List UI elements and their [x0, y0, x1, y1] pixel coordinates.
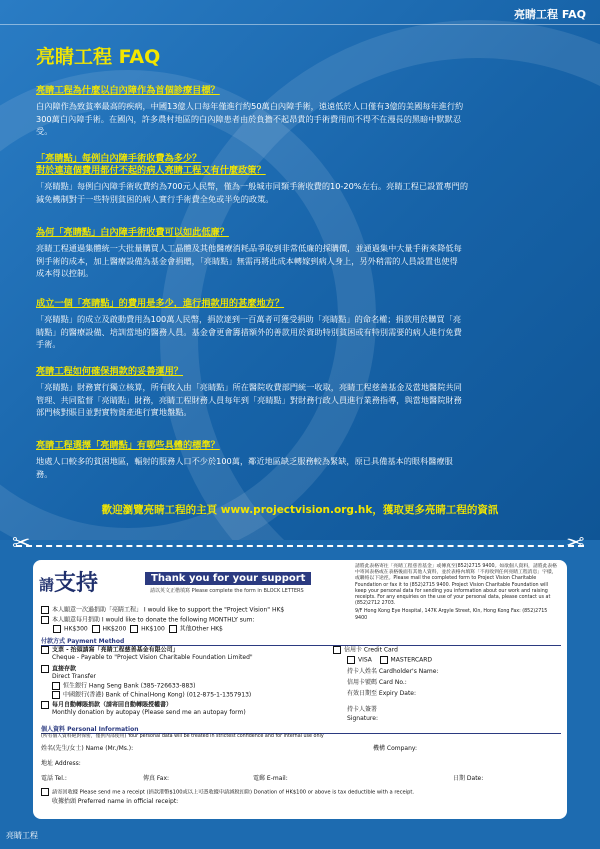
faq-question: 為何「亮睛點」白內障手術收費可以如此低廉？	[36, 227, 229, 238]
checkbox[interactable]	[41, 606, 49, 614]
scissors-icon: ✂	[566, 531, 585, 556]
checkbox[interactable]	[92, 625, 100, 633]
donate-monthly-option[interactable]: 本人願意每月捐助 I would like to donate the following MONTHLY sum:	[41, 616, 255, 625]
bank-option-hang-seng[interactable]: 恒生銀行 Hang Seng Bank (385-726633-883)	[52, 682, 195, 691]
checkbox[interactable]	[41, 788, 49, 796]
faq-item-2	[36, 153, 574, 205]
checkbox[interactable]	[41, 701, 49, 709]
cut-line	[16, 545, 584, 547]
autopay-option[interactable]: 每月自動轉賬捐款（請寄回自動轉賬授權書）	[41, 701, 172, 710]
email-field[interactable]: 電郵 E-mail:	[253, 775, 288, 782]
amount-option[interactable]: HK$300	[64, 625, 88, 633]
signature-field[interactable]: Signature:	[347, 715, 378, 722]
form-instructions	[353, 560, 567, 819]
page-footer: 亮睛工程	[6, 831, 38, 840]
donate-once-option[interactable]: 本人願意一次過捐助「亮睛工程」 I would like to support the "Project Vision" HK$	[41, 606, 284, 615]
donation-form	[33, 560, 567, 819]
amount-option[interactable]: 其他Other HK$	[179, 625, 223, 633]
faq-answer: 「亮睛點」的成立及啟動費用為100萬人民幣，捐款達到一百萬者可獲受捐助「亮睛點」的命名權；捐款用於購買「亮 睛點」的醫療設備、培訓當地的醫務人員。基金會更會籌措額外的善款用於資助特別貧困或有特別需要的病人進行免費 手術。	[36, 314, 462, 349]
faq-answer: 亮睛工程通過集體統一大批量購買人工晶體及其他醫療消耗品爭取到非常低廉的採購價，並通過集中大量手術來降低每 例手術的成本，加上醫療設備為基金會捐贈，「亮睛點」無需再將此成本轉嫁到病人身上，另外稍需的人員設置也使得 成本得以控制。	[36, 243, 462, 278]
faq-question: 亮睛工程為什麼以白內障作為首個診療目標？	[36, 85, 220, 96]
personal-info-heading: 個人資料 Personal Information	[41, 724, 561, 734]
checkbox[interactable]	[41, 616, 49, 624]
faq-item-3	[36, 227, 574, 280]
direct-transfer-option[interactable]: 直接存款	[41, 665, 76, 674]
expiry-field[interactable]: 有效日期至 Expiry Date:	[347, 690, 417, 697]
address-field[interactable]: 地址 Address:	[41, 760, 81, 767]
fax-field[interactable]: 傳真 Fax:	[143, 775, 170, 782]
faq-item-5	[36, 366, 574, 419]
cardholder-field[interactable]: 持卡人姓名 Cardholder's Name:	[347, 668, 439, 675]
checkbox[interactable]	[130, 625, 138, 633]
cheque-option[interactable]: 支票 - 抬頭請寫「亮睛工程慈善基金有限公司」	[41, 646, 179, 655]
personal-info-note: (所有個人資料絕對保密，僅供內部使用) Your personal data will be treated in strictest confidence and for internal use only	[41, 734, 324, 739]
receipt-option[interactable]: 請寄回收據 Please send me a receipt (捐款港幣$100或以上可憑收據申請減稅扣除) Donation of HK$100 or above is tax deductible with a receipt.	[41, 788, 414, 797]
receipt-name-field[interactable]: 收據抬頭 Preferred name in official receipt:	[52, 798, 179, 805]
card-type-options: VISA MASTERCARD	[347, 656, 432, 665]
checkbox[interactable]	[333, 646, 341, 654]
faq-item-4	[36, 298, 574, 351]
checkbox[interactable]	[169, 625, 177, 633]
checkbox[interactable]	[52, 691, 60, 699]
checkbox[interactable]	[41, 665, 49, 673]
direct-transfer-english: Direct Transfer	[52, 673, 96, 680]
form-subtitle: 請以英文正楷填寫 Please complete the form in BLOCK LETTERS	[150, 588, 304, 594]
signature-label: 持卡人簽署	[347, 706, 378, 713]
faq-answer: 地處人口較多的貧困地區，輻射的服務人口不少於100萬，鄰近地區缺乏服務較為緊缺，原已具備基本的眼科醫療服 務。	[36, 456, 453, 479]
page-header: 亮睛工程 FAQ	[514, 8, 586, 21]
form-title: 請支持	[39, 571, 99, 596]
thanks-banner: Thank you for your support	[145, 572, 311, 585]
amount-option[interactable]: HK$100	[141, 625, 165, 633]
faq-question: 「亮睛點」每例白內障手術收費為多少？ 對於連這個費用都付不起的病人亮睛工程又有什麼政策？	[36, 153, 266, 176]
credit-card-option[interactable]: 信用卡 Credit Card	[333, 646, 398, 655]
autopay-english: Monthly donation by autopay (Please send me an autopay form)	[52, 709, 246, 716]
checkbox[interactable]	[53, 625, 61, 633]
scissors-icon: ✂	[12, 531, 31, 556]
checkbox[interactable]	[41, 646, 49, 654]
name-field[interactable]: 姓名(先生/女士) Name (Mr./Ms.):	[41, 745, 134, 752]
cheque-english: Cheque - Payable to "Project Vision Charitable Foundation Limited"	[52, 654, 253, 661]
card-number-field[interactable]: 信用卡號碼 Card No.:	[347, 679, 407, 686]
faq-answer: 白內障作為致貧率最高的疾病，中國13億人口每年僅進行約50萬白內障手術，遠遠低於人口僅有3億的美國每年進行約 300萬白內障手術。在國內，許多農村地區的白內障患者由於負擔不起昂貴的手術費用而不得不在漫長的黑暗中默默忍 受。	[36, 101, 464, 136]
tel-field[interactable]: 電話 Tel.:	[41, 775, 67, 782]
faq-question: 成立一個「亮睛點」的費用是多少，進行捐款用的甚麼地方？	[36, 298, 285, 309]
header-divider	[0, 24, 600, 25]
date-field[interactable]: 日期 Date:	[453, 775, 484, 782]
faq-question: 亮睛工程如何確保捐款的妥善運用？	[36, 366, 183, 377]
payment-method-heading: 付款方式 Payment Method	[41, 636, 561, 646]
amount-options	[53, 625, 223, 634]
faq-answer: 「亮睛點」每例白內障手術收費約為700元人民幣，僅為一般城市同類手術收費的10-20%左右。亮睛工程已設置專門的 減免機制對于一些特別貧困的病人實行手術費全免或半免的政策。	[36, 181, 469, 204]
checkbox[interactable]	[52, 682, 60, 690]
company-field[interactable]: 機構 Company:	[373, 745, 418, 752]
faq-item-6	[36, 440, 574, 480]
website-link[interactable]: 歡迎瀏覽亮睛工程的主頁 www.projectvision.org.hk，獲取更多亮睛工程的資訊	[101, 504, 499, 516]
bank-option-boc[interactable]: 中國銀行(香港) Bank of China(Hong Kong) (012-875-1-1357913)	[52, 691, 251, 700]
faq-answer: 「亮睛點」財務實行獨立核算，所有收入由「亮睛點」所在醫院收費部門統一收取，亮睛工程慈善基金及當地醫院共同 管理、共同監督「亮睛點」財務，亮睛工程財務人員每年到「亮睛點」對財務行政人員進行業務指導，與當地醫院財務 部門核對賬目並對實物資產進行實地盤點。	[36, 382, 462, 417]
instructions-text: 請將此表格寄往「亮睛工程慈善基金」或傳真至(852)2715 9400。如欲個人資料，請將此表格中寄回表格或在表格後面有其他人資料，並於表格內填寫「不再收到任何亮睛工程消息」字樣，或聯絡以下途徑。Please mail the completed form to Project Vision Charitable Foundation or fax it to (852)2715 9400. Project Vision Charitable Foundation will keep your personal data for sending you information about our work and raising receipts. For any enquiries on the use of your personal data, please contact us at (852)2712 2703. 9/F Hong Kong Eye Hospital, 147K Argyle Street, Kln, Hong Kong Fax: (852)2715 9400	[355, 564, 557, 621]
faq-item-1	[36, 85, 574, 138]
faq-question: 亮睛工程選擇「亮睛點」有哪些具體的標準？	[36, 440, 220, 451]
amount-option[interactable]: HK$200	[102, 625, 127, 633]
page-title: 亮睛工程 FAQ	[36, 46, 161, 68]
